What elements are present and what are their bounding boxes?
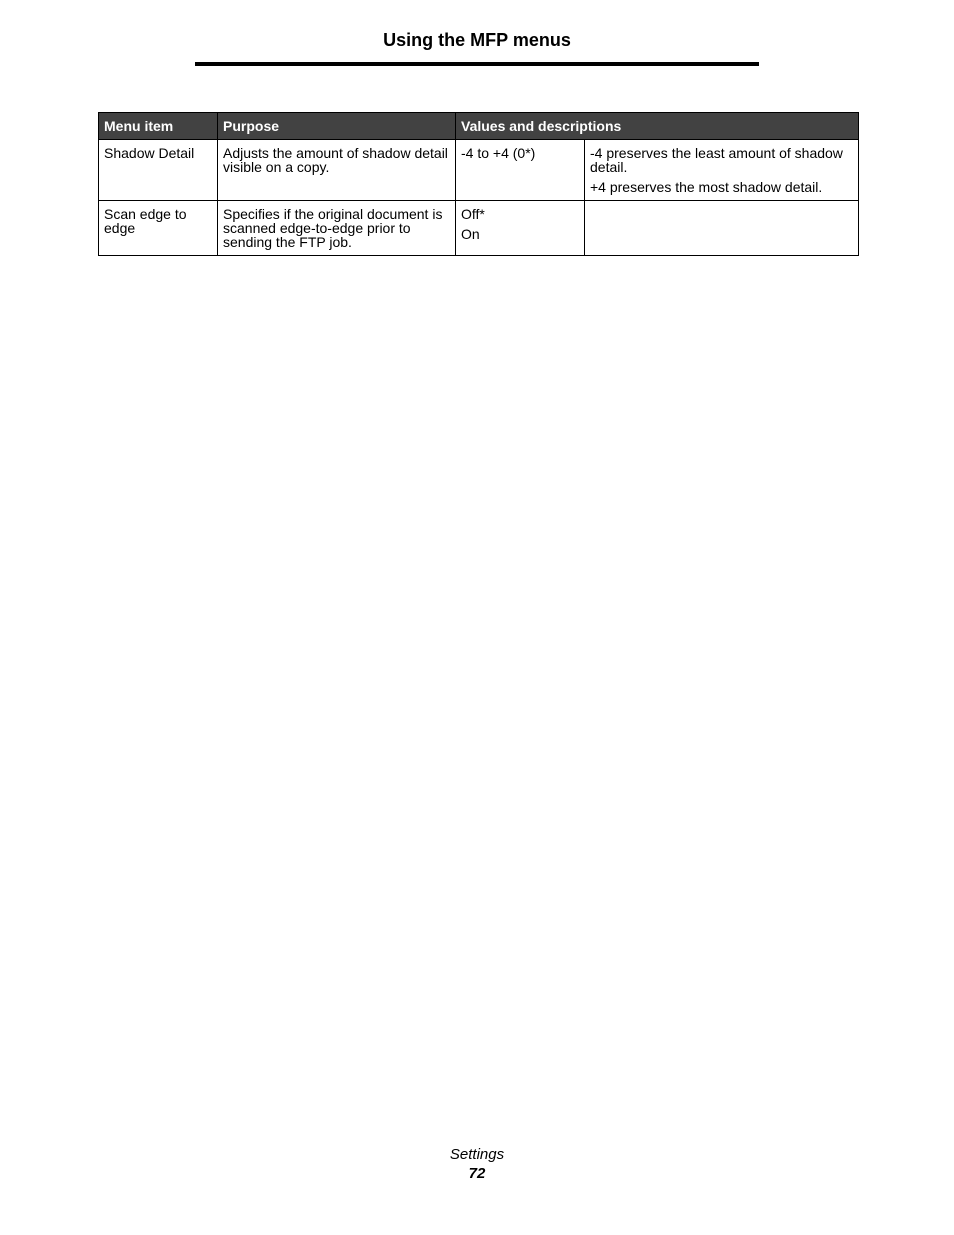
page-footer <box>0 1145 954 1183</box>
footer-section-name: Settings <box>449 1146 505 1163</box>
description-cell <box>585 140 859 201</box>
value-cell <box>456 201 585 256</box>
purpose-cell: Specifies if the original document is scanned edge-to-edge prior to sending the FTP job. <box>218 201 456 256</box>
value-option: Off* <box>461 206 485 222</box>
description-line: -4 preserves the least amount of shadow detail. <box>590 145 843 175</box>
value-cell: -4 to +4 (0*) <box>456 140 585 201</box>
menu-item-cell: Scan edge to edge <box>99 201 218 256</box>
purpose-cell: Adjusts the amount of shadow detail visible on a copy. <box>218 140 456 201</box>
page-title: Using the MFP menus <box>383 30 571 50</box>
table-header-row <box>99 113 859 140</box>
column-header-purpose: Purpose <box>218 113 456 140</box>
menu-settings-table <box>98 112 859 256</box>
table-row <box>99 201 859 256</box>
column-header-menu-item: Menu item <box>99 113 218 140</box>
description-cell <box>585 201 859 256</box>
page-number: 72 <box>468 1165 486 1182</box>
value-option: On <box>461 226 480 242</box>
description-line: +4 preserves the most shadow detail. <box>590 179 823 195</box>
table-row <box>99 140 859 201</box>
column-header-values: Values and descriptions <box>456 113 859 140</box>
menu-item-cell: Shadow Detail <box>99 140 218 201</box>
header-rule <box>195 62 759 66</box>
